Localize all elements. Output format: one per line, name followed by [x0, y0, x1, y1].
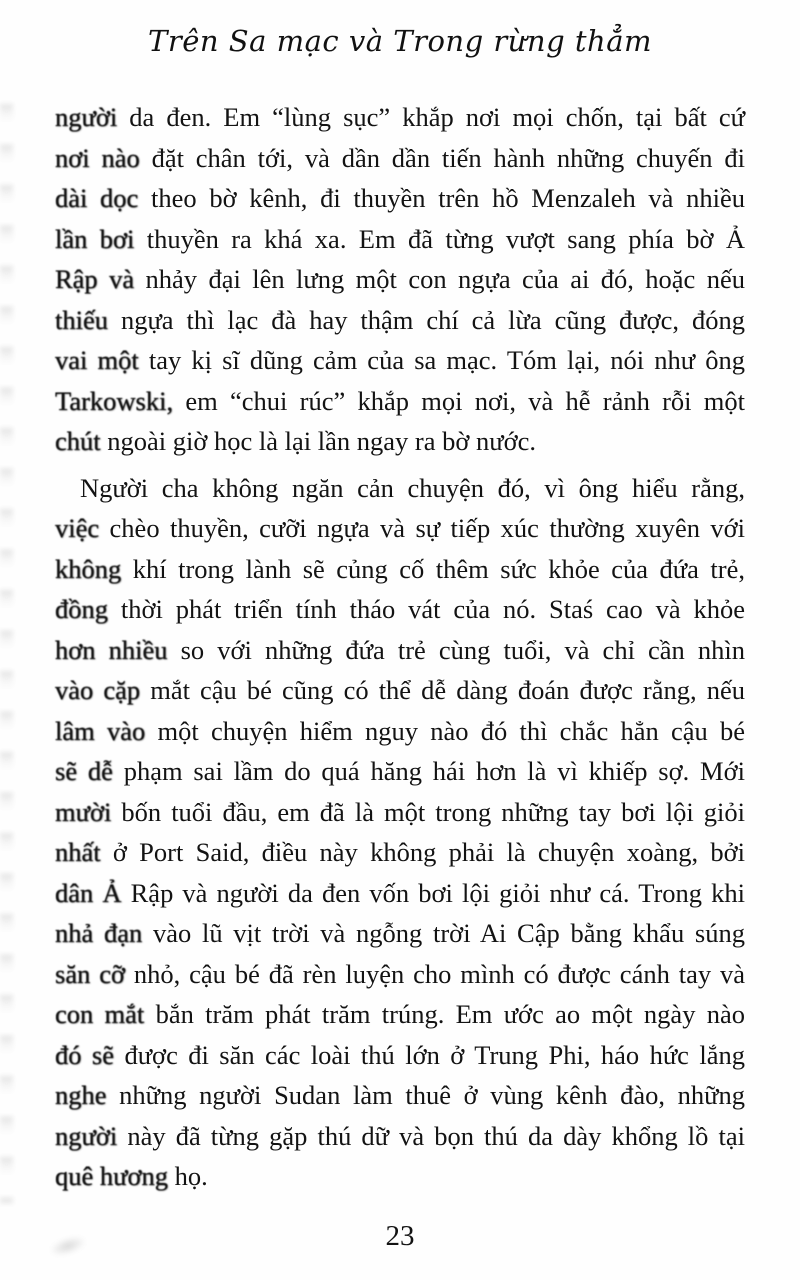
text-line: lần bơi thuyền ra khá xa. Em đã từng vượt sang phía bờ Ả	[55, 223, 745, 254]
text-line: người này đã từng gặp thú dữ và bọn thú da dày khổng lồ tại	[55, 1120, 745, 1151]
smudged-text: Tarkowski,	[55, 385, 174, 416]
text-line: nhất ở Port Said, điều này không phải là chuyện xoàng, bởi	[55, 837, 745, 867]
text-line: mười bốn tuổi đầu, em đã là một trong những tay bơi lội giỏi	[55, 796, 745, 827]
text-line: hơn nhiều so với những đứa trẻ cùng tuổi, và chỉ cần nhìn	[55, 634, 745, 665]
text-line: chút ngoài giờ học là lại lần ngay ra bờ nước.	[55, 426, 536, 456]
text-line: Tarkowski, em “chui rúc” khắp mọi nơi, và hễ rảnh rỗi một	[55, 385, 745, 416]
text-line: vai một tay kị sĩ dũng cảm của sa mạc. Tóm lại, nói như ông	[55, 345, 745, 375]
smudged-text: người	[55, 1120, 118, 1151]
smudged-text: con mắt	[55, 999, 145, 1029]
smudged-text: nghe	[55, 1080, 107, 1110]
smudged-text: đồng	[55, 594, 108, 624]
text-line: vào cặp mắt cậu bé cũng có thể dễ dàng đoán được rằng, nếu	[55, 675, 745, 705]
text-line: lâm vào một chuyện hiểm nguy nào đó thì chắc hẳn cậu bé	[55, 715, 745, 746]
smudged-text: người	[55, 102, 118, 132]
page-number: 23	[385, 1220, 415, 1252]
text-line: đồng thời phát triển tính tháo vát của nó. Staś cao và khỏe	[55, 594, 745, 624]
smudged-text: dài dọc	[55, 183, 139, 213]
smudged-text: hơn nhiều	[55, 634, 168, 665]
paragraph	[55, 97, 745, 462]
smudged-text: lâm vào	[55, 715, 146, 746]
smudged-text: nhả đạn	[55, 918, 143, 948]
gutter-shadow-artifact	[0, 104, 13, 1204]
smudged-text: sẽ dễ	[55, 756, 113, 786]
running-header: Trên Sa mạc và Trong rừng thẳm	[147, 24, 653, 58]
smudged-text: quê hương	[55, 1161, 169, 1191]
smudged-text: chút	[55, 426, 101, 456]
text-line: người da đen. Em “lùng sục” khắp nơi mọi chốn, tại bất cứ	[55, 102, 745, 132]
text-line: quê hương họ.	[55, 1161, 208, 1191]
text-line: dân Ả Rập và người da đen vốn bơi lội giỏi như cá. Trong khi	[55, 877, 745, 908]
smudged-text: vai một	[55, 345, 139, 375]
text-line: dài dọc theo bờ kênh, đi thuyền trên hồ Menzaleh và nhiều	[55, 183, 745, 213]
text-line: đó sẽ được đi săn các loài thú lớn ở Trung Phi, háo hức lắng	[55, 1039, 745, 1070]
text-line: nhả đạn vào lũ vịt trời và ngỗng trời Ai Cập bằng khẩu súng	[55, 918, 745, 948]
text-line: nơi nào đặt chân tới, và dần dần tiến hành những chuyến đi	[55, 142, 746, 173]
smudged-text: nhất	[55, 837, 101, 867]
paragraph	[55, 468, 745, 1197]
smudged-text: thiếu	[55, 304, 108, 335]
smudged-text: nơi nào	[55, 142, 140, 173]
text-line: Người cha không ngăn cản chuyện đó, vì ông hiểu rằng,	[80, 472, 745, 503]
smudged-text: không	[55, 553, 122, 584]
smudged-text: đó sẽ	[55, 1039, 115, 1070]
text-line: con mắt bắn trăm phát trăm trúng. Em ước ao một ngày nào	[55, 999, 745, 1029]
smudged-text: dân Ả	[55, 877, 122, 908]
text-line: việc chèo thuyền, cưỡi ngựa và sự tiếp xúc thường xuyên với	[55, 513, 745, 543]
smudged-text: săn cỡ	[55, 958, 125, 989]
smudged-text: việc	[55, 513, 100, 543]
page-body	[55, 97, 745, 1197]
text-line: thiếu ngựa thì lạc đà hay thậm chí cả lừa cũng được, đóng	[55, 304, 745, 335]
smudged-text: vào cặp	[55, 675, 141, 705]
text-line: nghe những người Sudan làm thuê ở vùng kênh đào, những	[55, 1080, 745, 1110]
text-line: săn cỡ nhỏ, cậu bé đã rèn luyện cho mình có được cánh tay và	[55, 958, 745, 989]
text-line: không khí trong lành sẽ củng cố thêm sức khỏe của đứa trẻ,	[55, 553, 745, 584]
smudged-text: lần bơi	[55, 223, 135, 254]
smudged-text: Rập và	[55, 264, 135, 294]
text-line: sẽ dễ phạm sai lầm do quá hăng hái hơn là vì khiếp sợ. Mới	[55, 756, 745, 786]
smudged-text: mười	[55, 796, 112, 827]
text-line: Rập và nhảy đại lên lưng một con ngựa của ai đó, hoặc nếu	[55, 264, 745, 294]
